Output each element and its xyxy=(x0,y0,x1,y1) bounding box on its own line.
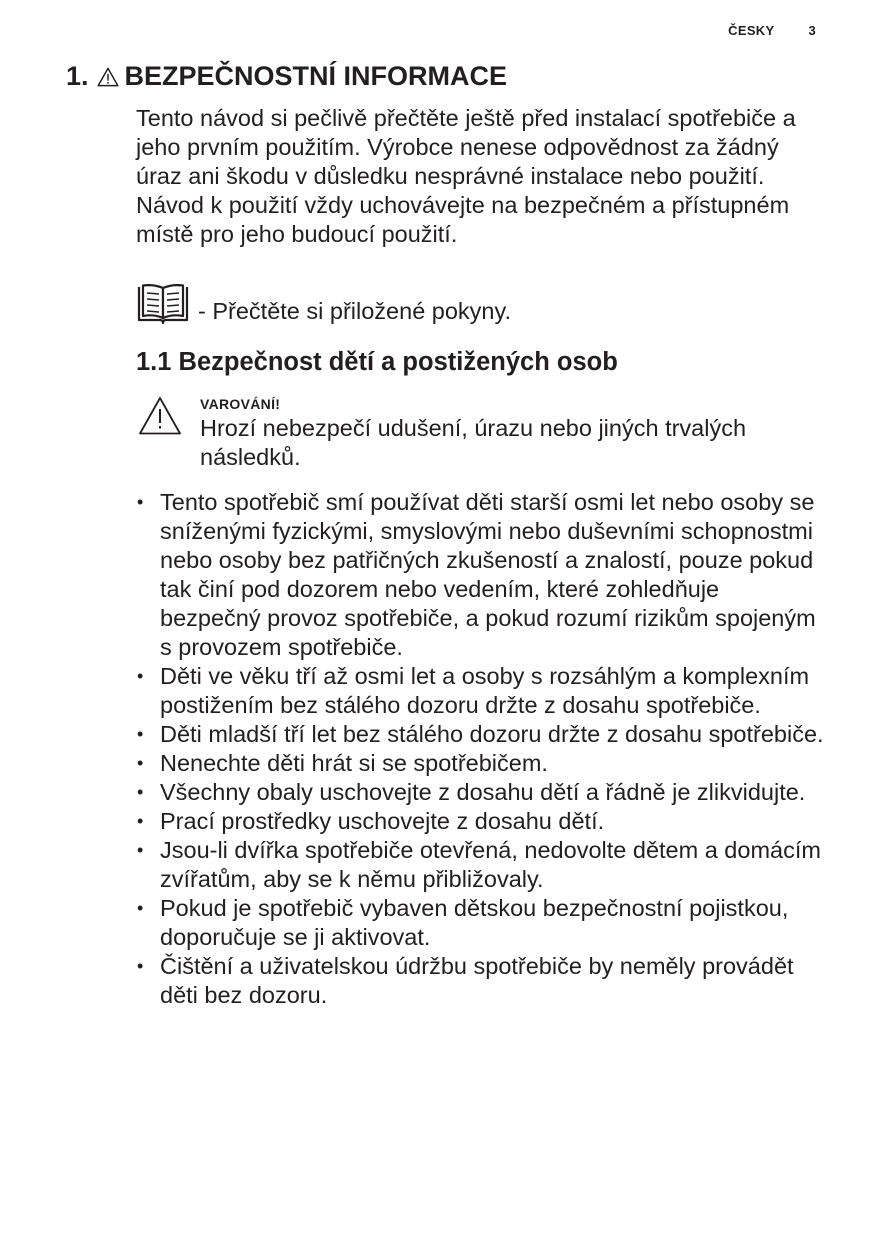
warning-label: VAROVÁNÍ! xyxy=(200,396,281,412)
open-book-icon xyxy=(136,284,190,326)
bullet-icon: • xyxy=(137,666,144,686)
bullet-icon: • xyxy=(137,811,144,831)
bullet-icon: • xyxy=(137,840,144,860)
read-instructions-row xyxy=(136,284,511,326)
page-header xyxy=(728,23,816,38)
section-title xyxy=(66,61,507,92)
bullet-icon: • xyxy=(137,753,144,773)
warning-triangle-icon xyxy=(138,396,182,436)
safety-bullet-list xyxy=(136,488,826,1010)
list-item: • Čištění a uživatelskou údržbu spotřebiče by neměly provádět děti bez dozoru. xyxy=(137,953,794,1008)
bullet-icon: • xyxy=(137,724,144,744)
bullet-icon: • xyxy=(137,782,144,802)
warning-triangle-icon xyxy=(97,67,119,87)
page-number: 3 xyxy=(808,23,816,38)
language-label: ČESKY xyxy=(728,23,775,38)
list-item: • Prací prostředky uschovejte z dosahu dětí. xyxy=(137,808,605,834)
section-title-text: BEZPEČNOSTNÍ INFORMACE xyxy=(124,61,508,91)
list-item: • Jsou-li dvířka spotřebiče otevřená, nedovolte dětem a domácím zvířatům, aby se k němu přibližovaly. xyxy=(137,837,821,892)
list-item: • Tento spotřebič smí používat děti starší osmi let nebo osoby se sníženými fyzickými, smyslovými nebo duševními schopnostmi nebo osoby bez patřičných zkušeností a znalostí, pouze pokud tak činí pod dozorem nebo vedením, které zohledňuje bezpečný provoz spotřebiče, a pokud rozumí rizikům spojeným s provozem spotřebiče. xyxy=(137,489,816,660)
list-item: • Děti mladší tří let bez stálého dozoru držte z dosahu spotřebiče. xyxy=(137,721,824,747)
list-item: • Pokud je spotřebič vybaven dětskou bezpečnostní pojistkou, doporučuje se ji aktivovat. xyxy=(137,895,789,950)
bullet-icon: • xyxy=(137,898,144,918)
bullet-icon: • xyxy=(137,492,144,512)
list-item: • Všechny obaly uschovejte z dosahu dětí a řádně je zlikvidujte. xyxy=(137,779,806,805)
subsection-title: 1.1 Bezpečnost dětí a postižených osob xyxy=(136,348,618,376)
list-item: • Nenechte děti hrát si se spotřebičem. xyxy=(137,750,548,776)
bullet-icon: • xyxy=(137,956,144,976)
warning-text: Hrozí nebezpečí udušení, úrazu nebo jiných trvalých následků. xyxy=(200,415,747,470)
section-number: 1. xyxy=(66,61,89,91)
intro-paragraph: Tento návod si pečlivě přečtěte ještě před instalací spotřebiče a jeho prvním použitím. Výrobce nenese odpovědnost za žádný úraz ani škodu v důsledku nesprávné instalace nebo použití. Návod k použití vždy uchovávejte na bezpečném a přístupném místě pro jeho budoucí použití. xyxy=(136,105,796,247)
read-instructions-text: - Přečtěte si přiložené pokyny. xyxy=(198,298,512,324)
list-item: • Děti ve věku tří až osmi let a osoby s rozsáhlým a komplexním postižením bez stálého dozoru držte z dosahu spotřebiče. xyxy=(137,663,810,718)
